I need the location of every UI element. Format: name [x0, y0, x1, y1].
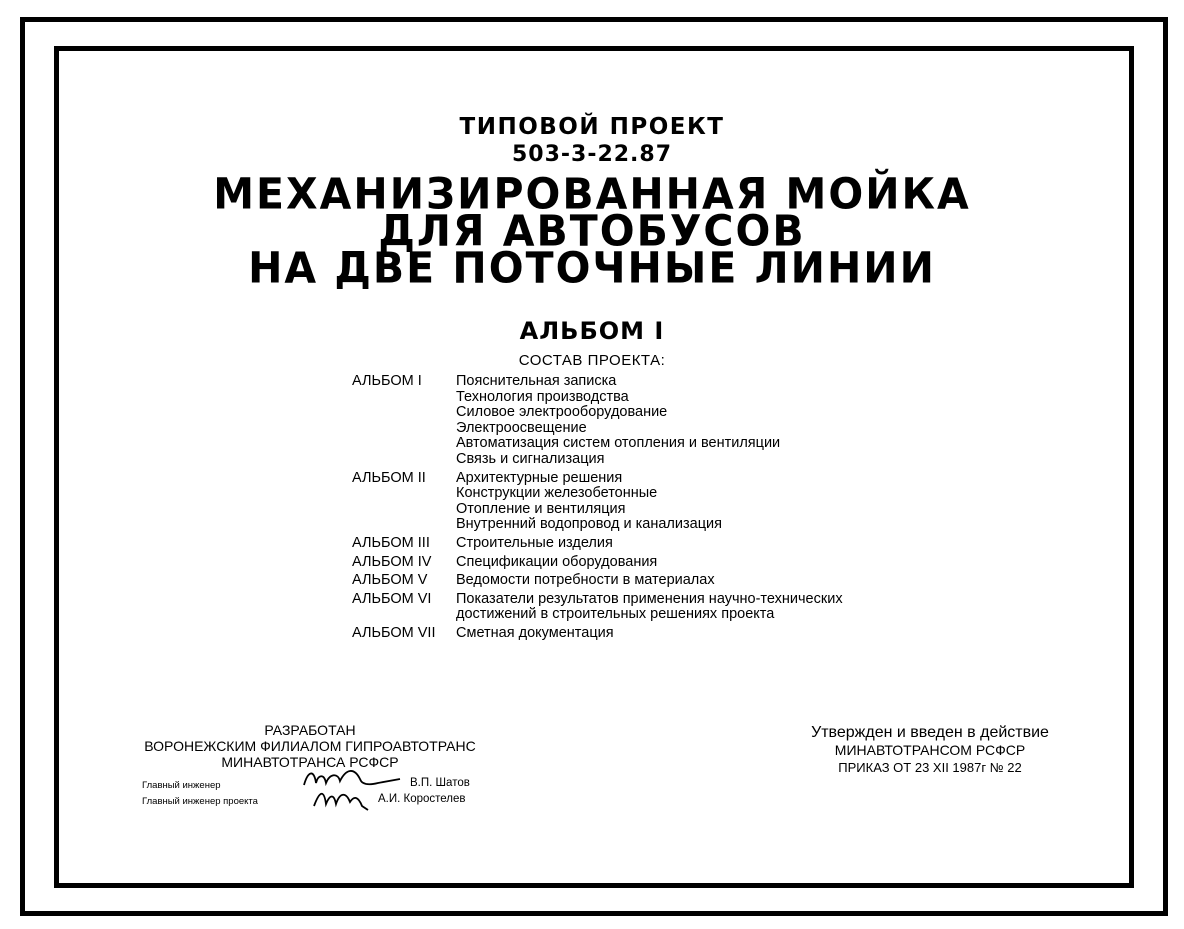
- album-item: Конструкции железобетонные: [456, 485, 658, 502]
- signature-korostelev: [312, 784, 374, 814]
- album-item: Электроосвещение: [456, 419, 587, 436]
- album-item: Отопление и вентиляция: [456, 500, 626, 517]
- album-items: [456, 626, 992, 642]
- album-item: Строительные изделия: [456, 534, 613, 551]
- album-row: [352, 573, 992, 589]
- album-item: Ведомости потребности в материалах: [456, 572, 715, 589]
- title-line-3: НА ДВЕ ПОТОЧНЫЕ ЛИНИИ: [248, 242, 936, 294]
- album-items: [456, 471, 992, 533]
- signatory-name: А.И. Коростелев: [378, 793, 466, 805]
- album-name: АЛЬБОМ IV: [352, 553, 432, 570]
- title-line-2: ДЛЯ АВТОБУСОВ: [378, 205, 806, 257]
- approval-line1: Утвержден и введен в действие: [811, 724, 1049, 741]
- album-name: АЛЬБОМ II: [352, 469, 426, 486]
- signatory-role: Главный инженер проекта: [142, 796, 258, 807]
- developer-org-line1: ВОРОНЕЖСКИМ ФИЛИАЛОМ ГИПРОАВТОТРАНС: [144, 738, 476, 754]
- approval-line3: ПРИКАЗ ОТ 23 XII 1987г № 22: [838, 760, 1022, 775]
- album-row: [352, 592, 992, 623]
- album-name: АЛЬБОМ I: [352, 373, 422, 389]
- album-item: Сметная документация: [456, 624, 614, 641]
- approval-line2: МИНАВТОТРАНСОМ РСФСР: [834, 742, 1026, 758]
- project-label: ТИПОВОЙ ПРОЕКТ: [459, 114, 725, 140]
- album-row: [352, 374, 992, 468]
- album-items: [456, 536, 992, 552]
- album-items: [456, 374, 992, 468]
- album-items: [456, 573, 992, 589]
- album-name: АЛЬБОМ III: [352, 534, 430, 551]
- album-item: Показатели результатов применения научно-технических: [456, 590, 843, 607]
- developer-label: РАЗРАБОТАН: [264, 722, 356, 738]
- album-row: [352, 536, 992, 552]
- album-heading: АЛЬБОМ I: [519, 317, 665, 345]
- album-item: Спецификации оборудования: [456, 553, 658, 570]
- album-item: достижений в строительных решениях проекта: [456, 606, 775, 623]
- album-items: [456, 555, 992, 571]
- album-item: Внутренний водопровод и канализация: [456, 516, 722, 533]
- album-item: Пояснительная записка: [456, 373, 617, 389]
- album-row: [352, 555, 992, 571]
- signatory-name: В.П. Шатов: [410, 777, 470, 789]
- signatory-role: Главный инженер: [142, 780, 221, 791]
- album-item: Архитектурные решения: [456, 469, 623, 486]
- developer-org-line2: МИНАВТОТРАНСА РСФСР: [221, 754, 399, 770]
- album-item: Технология производства: [456, 388, 629, 405]
- album-name: АЛЬБОМ VI: [352, 590, 432, 607]
- album-name: АЛЬБОМ VII: [352, 624, 436, 641]
- title-line-1: МЕХАНИЗИРОВАННАЯ МОЙКА: [213, 168, 971, 220]
- album-item: Силовое электрооборудование: [456, 404, 668, 421]
- album-item: Автоматизация систем отопления и вентиляции: [456, 435, 781, 452]
- album-list: [352, 374, 992, 642]
- album-row: [352, 626, 992, 642]
- album-row: [352, 471, 992, 533]
- contents-heading: СОСТАВ ПРОЕКТА:: [518, 352, 666, 369]
- album-items: [456, 592, 992, 623]
- album-name: АЛЬБОМ V: [352, 572, 428, 589]
- album-item: Связь и сигнализация: [456, 450, 605, 467]
- project-code: 503-3-22.87: [511, 142, 673, 167]
